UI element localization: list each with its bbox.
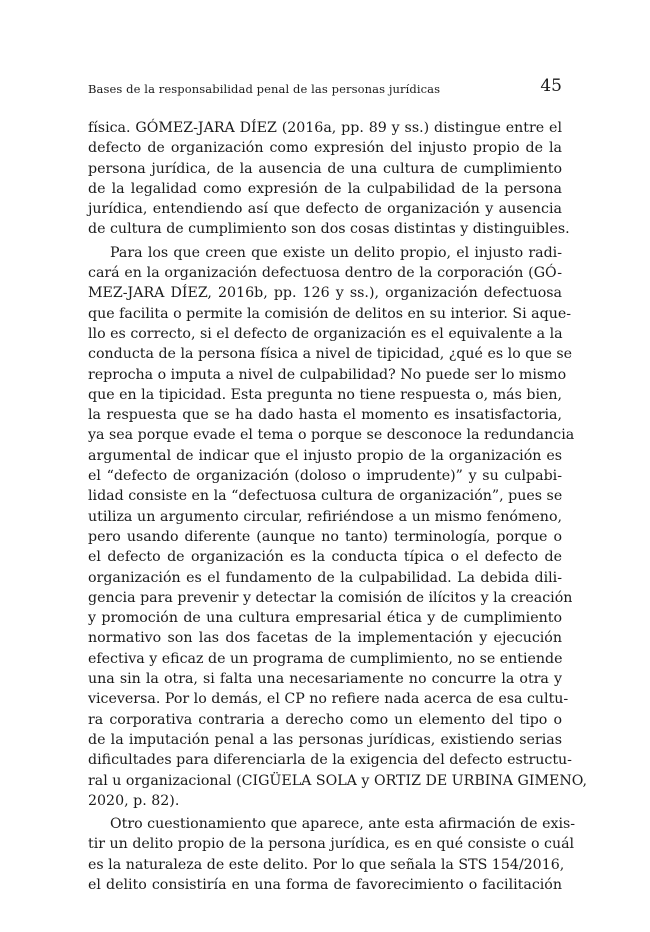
text-line: conducta de la persona física a nivel de tipicidad, ¿qué es lo que se (88, 346, 573, 363)
text-line: Otro cuestionamiento que aparece, ante esta afirmación de exis- (110, 816, 576, 833)
text-line: utiliza un argumento circular, refiriéndose a un mismo fenómeno, (88, 508, 562, 525)
text-line: organización es el fundamento de la culpabilidad. La debida dili- (88, 569, 562, 586)
text-line: efectiva y eficaz de un programa de cumplimiento, no se entiende (88, 650, 563, 667)
text-line: y promoción de una cultura empresarial ética y de cumplimiento (88, 610, 562, 627)
paragraph-2 (88, 243, 588, 811)
text-line: el defecto de organización es la conducta típica o el defecto de (88, 549, 562, 566)
text-line: ra corporativa contraria a derecho como un elemento del tipo o (88, 711, 562, 728)
text-line: ya sea porque evade el tema o porque se desconoce la redundancia (88, 427, 575, 444)
text-line: de la imputación penal a las personas jurídicas, existiendo serias (88, 731, 562, 748)
text-line: argumental de indicar que el injusto propio de la organización es (88, 447, 562, 464)
body-text (88, 118, 588, 895)
text-line: dificultades para diferenciarla de la exigencia del defecto estructu- (88, 752, 572, 769)
text-line: el “defecto de organización (doloso o imprudente)” y su culpabi- (88, 468, 562, 485)
paragraph-3 (88, 814, 576, 895)
text-line: que en la tipicidad. Esta pregunta no tiene respuesta o, más bien, (88, 386, 563, 403)
text-line: ral u organizacional (CIGÜELA SOLA y ORTIZ DE URBINA GIMENO, (88, 772, 588, 789)
text-line: llo es correcto, si el defecto de organización es el equivalente a la (88, 325, 563, 342)
text-line: es la naturaleza de este delito. Por lo que señala la STS 154/2016, (88, 856, 565, 873)
text-line: 2020, p. 82). (88, 792, 180, 809)
text-line: reprocha o imputa a nivel de culpabilidad? No puede ser lo mismo (88, 366, 567, 383)
text-line: el delito consistiría en una forma de favorecimiento o facilitación (88, 876, 562, 893)
text-line: pero usando diferente (aunque no tanto) terminología, porque o (88, 528, 562, 545)
paragraph-1 (88, 118, 570, 240)
text-line: cará en la organización defectuosa dentro de la corporación (GÓ- (88, 265, 562, 282)
text-line: Para los que creen que existe un delito propio, el injusto radi- (110, 244, 562, 261)
text-line: gencia para prevenir y detectar la comisión de ilícitos y la creación (88, 589, 573, 606)
text-line: la respuesta que se ha dado hasta el momento es insatisfactoria, (88, 407, 562, 424)
text-line: física. GÓMEZ-JARA DÍEZ (2016a, pp. 89 y ss.) distingue entre el (88, 120, 562, 136)
text-line: normativo son las dos facetas de la implementación y ejecución (88, 630, 562, 647)
text-line: jurídica, entendiendo así que defecto de organización y ausencia (88, 201, 562, 218)
text-line: una sin la otra, si falta una necesariamente no concurre la otra y (88, 671, 562, 688)
text-line: tir un delito propio de la persona jurídica, es en qué consiste o cuál (88, 836, 575, 853)
text-line: persona jurídica, de la ausencia de una cultura de cumplimiento (88, 160, 562, 177)
text-line: viceversa. Por lo demás, el CP no refiere nada acerca de esa cultu- (88, 691, 569, 708)
text-line: que facilita o permite la comisión de delitos en su interior. Si aque- (88, 305, 572, 322)
text-line: lidad consiste en la “defectuosa cultura de organización”, pues se (88, 488, 563, 505)
text-line: de la legalidad como expresión de la culpabilidad de la persona (88, 180, 562, 197)
page-number: 45 (540, 76, 562, 96)
running-title: Bases de la responsabilidad penal de las personas jurídicas (88, 82, 441, 96)
text-line: de cultura de cumplimiento son dos cosas distintas y distinguibles. (88, 221, 570, 238)
running-head (88, 76, 562, 100)
text-line: MEZ-JARA DÍEZ, 2016b, pp. 126 y ss.), organización defectuosa (88, 285, 562, 302)
text-line: defecto de organización como expresión del injusto propio de la (88, 140, 562, 157)
